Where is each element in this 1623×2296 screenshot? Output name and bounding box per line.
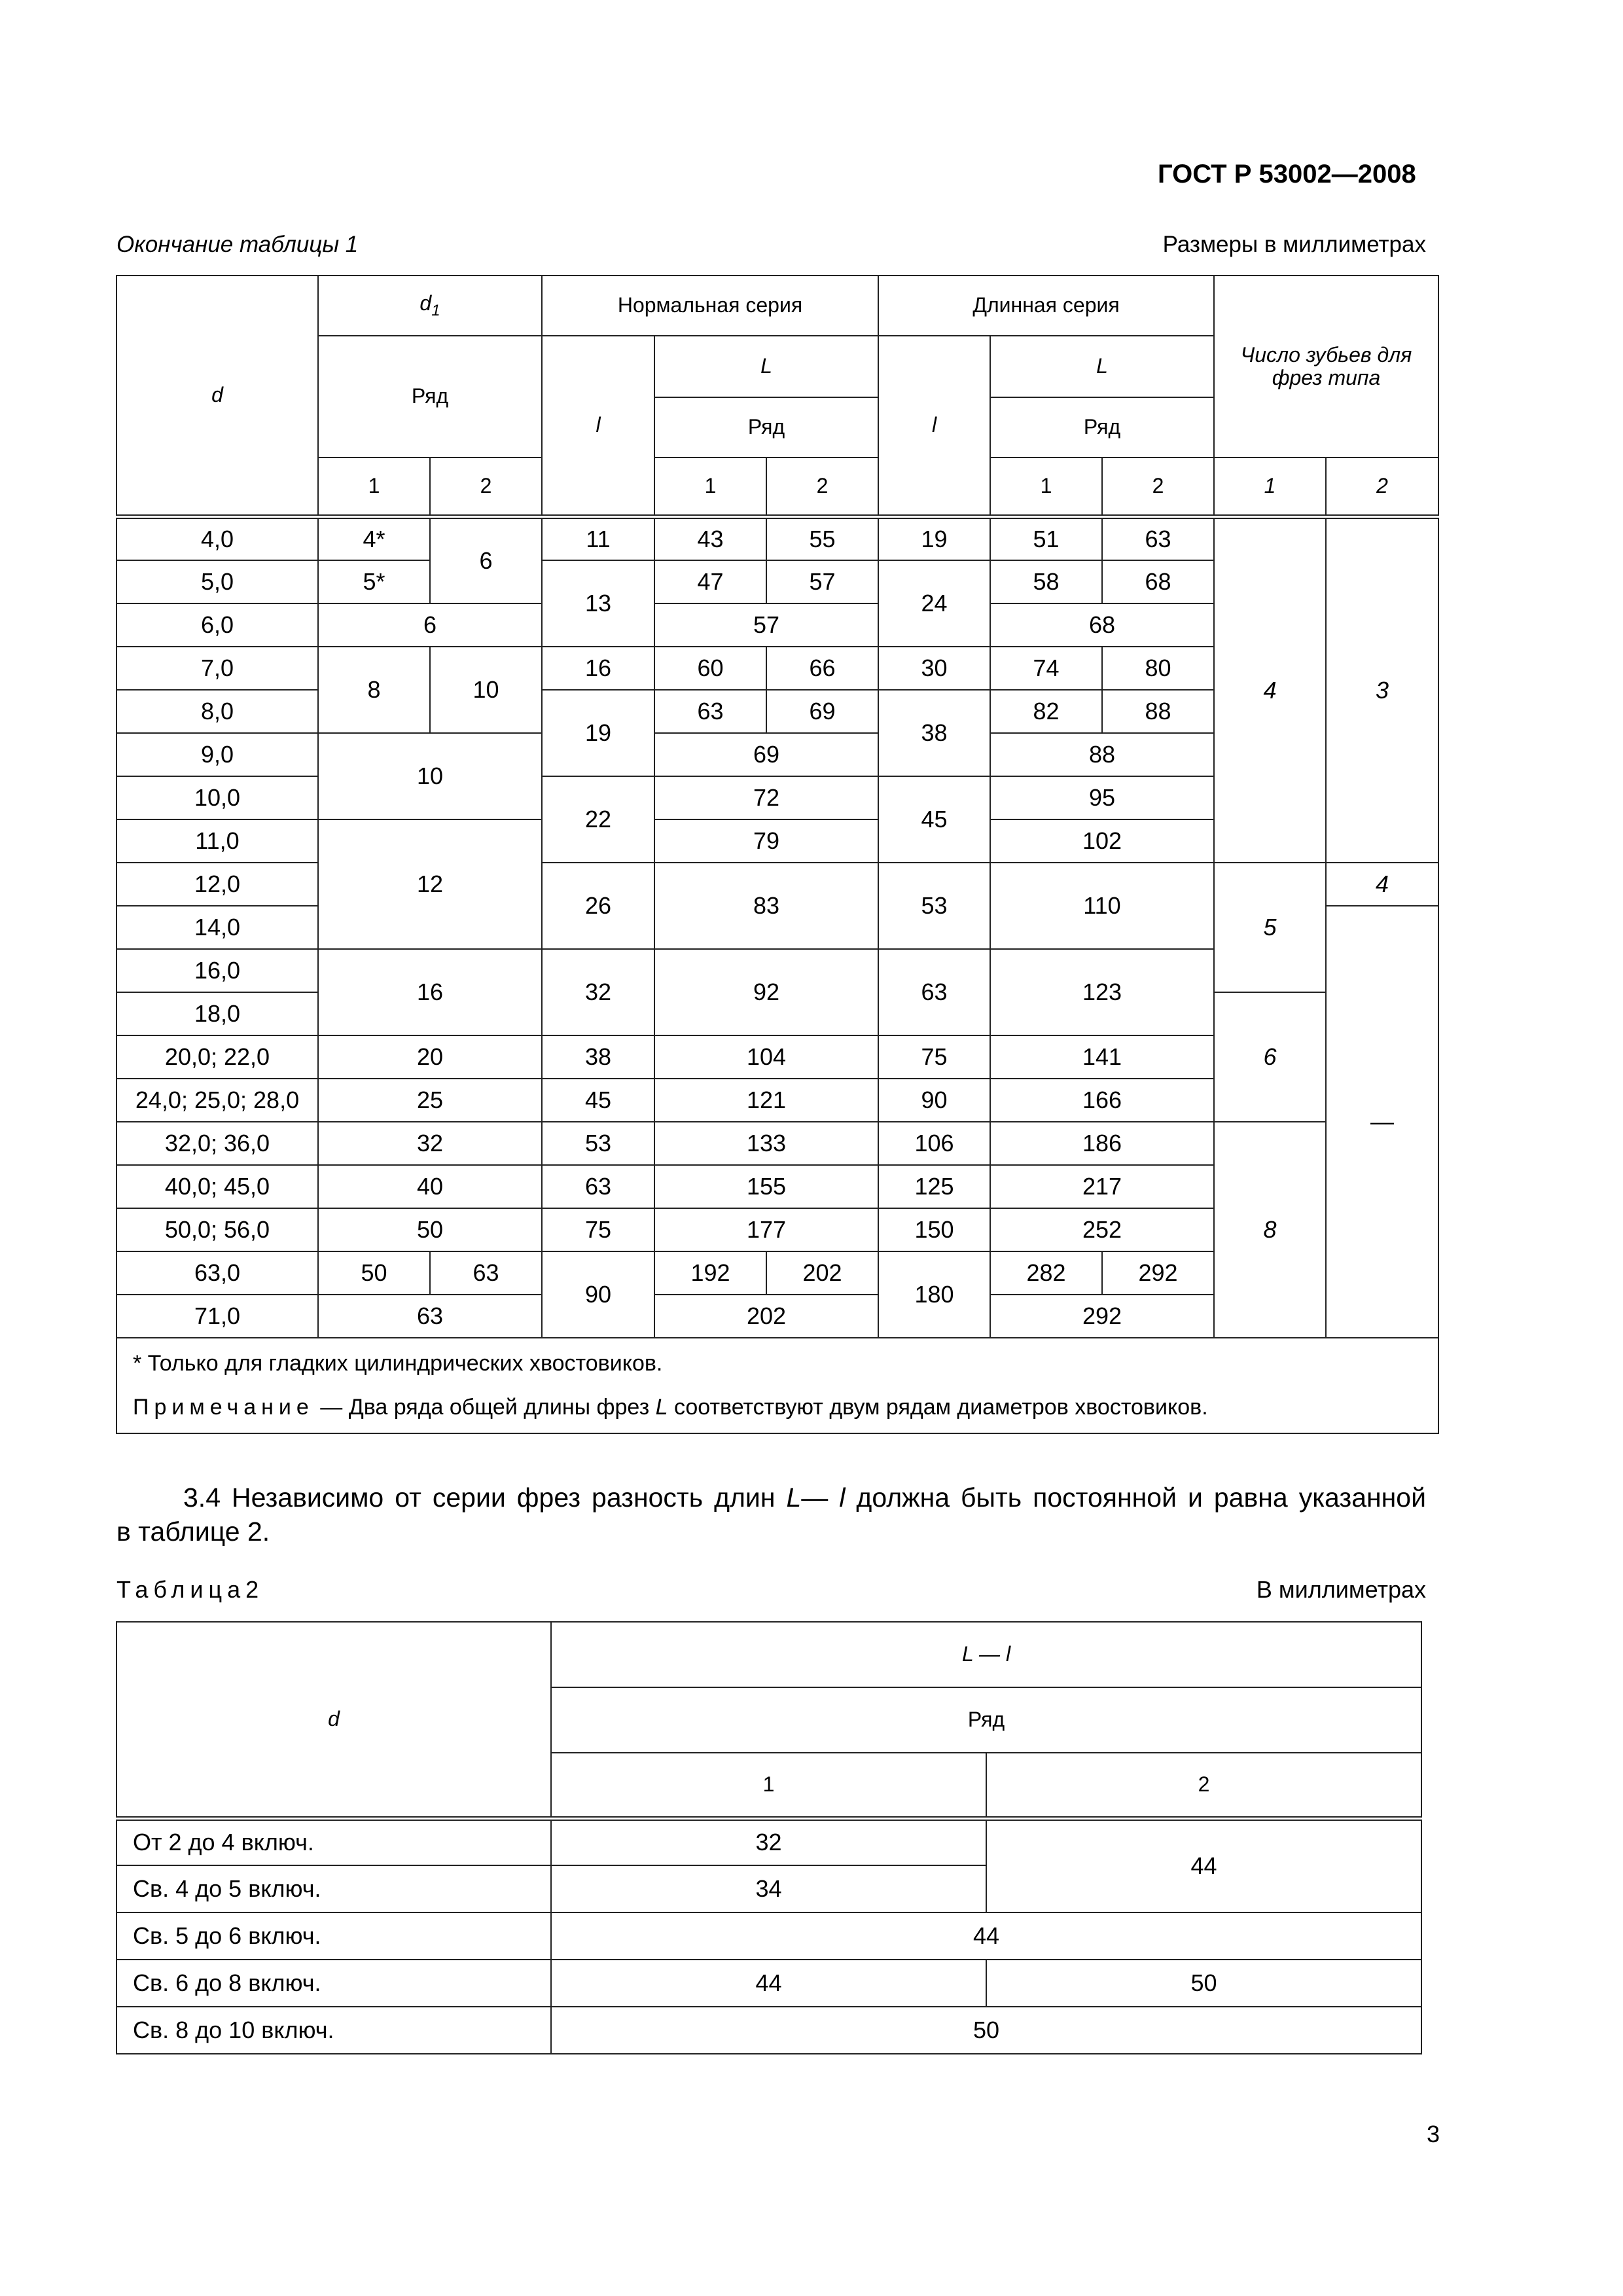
cell-normal-L1: 192 (654, 1251, 766, 1295)
cell-normal-L2: 202 (766, 1251, 878, 1295)
cell-both: 50 (551, 2007, 1421, 2054)
cell-long-l: 38 (878, 690, 990, 776)
header-long-row: Ряд (990, 397, 1214, 457)
cell-d1: 12 (318, 819, 542, 949)
cell-long-L: 110 (990, 863, 1214, 949)
cell-teeth-type2: — (1326, 906, 1438, 1338)
cell-long-L: 252 (990, 1208, 1214, 1251)
cell-d: 6,0 (116, 603, 318, 647)
table-row (116, 2007, 1421, 2054)
header-d: d (116, 276, 318, 516)
cell-d: 5,0 (116, 560, 318, 603)
cell-r1: 44 (551, 1960, 986, 2007)
table1-caption: Окончание таблицы 1 (116, 232, 359, 257)
cell-long-L: 102 (990, 819, 1214, 863)
cell-d1: 50 (318, 1208, 542, 1251)
cell-d: 12,0 (116, 863, 318, 906)
cell-d: 18,0 (116, 992, 318, 1035)
cell-d: 32,0; 36,0 (116, 1122, 318, 1165)
cell-normal-l: 63 (542, 1165, 654, 1208)
paragraph-3-4: 3.4 Независимо от серии фрез разность длин L— l должна быть постоянной и равна указанной в таблице 2. (116, 1482, 1426, 1547)
header-d1-col1: 1 (318, 457, 430, 516)
cell-long-L: 141 (990, 1035, 1214, 1079)
cell-d1-r1: 5* (318, 560, 430, 603)
cell-both: 44 (551, 1912, 1421, 1960)
cell-d1-r2: 10 (430, 647, 542, 733)
table2-title: Таблица2 (116, 1576, 264, 1603)
note: Примечание — Два ряда общей длины фрез L соответствуют двум рядам диаметров хвостовиков. (133, 1395, 1208, 1420)
table-row (116, 863, 1438, 906)
cell-d1: 16 (318, 949, 542, 1035)
cell-normal-L1: 47 (654, 560, 766, 603)
cell-d: Св. 4 до 5 включ. (116, 1865, 551, 1912)
cell-long-L1: 51 (990, 516, 1102, 560)
header-long-L: L (990, 336, 1214, 397)
cell-normal-l: 75 (542, 1208, 654, 1251)
cell-normal-L2: 69 (766, 690, 878, 733)
cell-normal-L: 79 (654, 819, 878, 863)
cell-long-l: 106 (878, 1122, 990, 1165)
t2-header-col1: 1 (551, 1753, 986, 1818)
cell-normal-L: 202 (654, 1295, 878, 1338)
cell-d: 40,0; 45,0 (116, 1165, 318, 1208)
cell-d: 16,0 (116, 949, 318, 992)
header-normal-L: L (654, 336, 878, 397)
cell-normal-L2: 55 (766, 516, 878, 560)
cell-normal-L: 104 (654, 1035, 878, 1079)
cell-normal-L1: 43 (654, 516, 766, 560)
cell-normal-l: 19 (542, 690, 654, 776)
cell-d1-r1: 8 (318, 647, 430, 733)
header-nL-col2: 2 (766, 457, 878, 516)
header-teeth-type1: 1 (1214, 457, 1326, 516)
cell-teeth-type1: 6 (1214, 992, 1326, 1122)
cell-long-L1: 58 (990, 560, 1102, 603)
cell-d1-r2: 63 (430, 1251, 542, 1295)
cell-normal-l: 53 (542, 1122, 654, 1165)
cell-teeth-type1: 5 (1214, 863, 1326, 992)
page-number: 3 (1427, 2121, 1440, 2147)
cell-r1: 32 (551, 1818, 986, 1865)
cell-normal-L: 133 (654, 1122, 878, 1165)
cell-long-L: 123 (990, 949, 1214, 1035)
table-row (116, 1960, 1421, 2007)
cell-r1: 34 (551, 1865, 986, 1912)
cell-normal-L: 72 (654, 776, 878, 819)
cell-normal-l: 32 (542, 949, 654, 1035)
cell-d1: 6 (318, 603, 542, 647)
table-row (116, 1122, 1438, 1165)
cell-long-l: 24 (878, 560, 990, 647)
cell-d: 8,0 (116, 690, 318, 733)
t2-header-col2: 2 (986, 1753, 1421, 1818)
cell-d1: 20 (318, 1035, 542, 1079)
cell-normal-L: 83 (654, 863, 878, 949)
cell-normal-l: 22 (542, 776, 654, 863)
header-lL-col1: 1 (990, 457, 1102, 516)
cell-d1: 63 (318, 1295, 542, 1338)
cell-d: 7,0 (116, 647, 318, 690)
table-row (116, 1818, 1421, 1865)
cell-normal-l: 11 (542, 516, 654, 560)
header-teeth-type2: 2 (1326, 457, 1438, 516)
cell-normal-L1: 63 (654, 690, 766, 733)
cell-long-L2: 63 (1102, 516, 1214, 560)
header-lL-col2: 2 (1102, 457, 1214, 516)
header-d1-col2: 2 (430, 457, 542, 516)
header-normal-series: Нормальная серия (542, 276, 878, 336)
cell-d: 50,0; 56,0 (116, 1208, 318, 1251)
cell-d: 24,0; 25,0; 28,0 (116, 1079, 318, 1122)
cell-long-L1: 282 (990, 1251, 1102, 1295)
cell-r2: 44 (986, 1818, 1421, 1912)
header-normal-row: Ряд (654, 397, 878, 457)
cell-long-l: 45 (878, 776, 990, 863)
cell-d1: 32 (318, 1122, 542, 1165)
cell-long-l: 125 (878, 1165, 990, 1208)
header-d1-row: Ряд (318, 336, 542, 457)
cell-long-L: 292 (990, 1295, 1214, 1338)
cell-d: 71,0 (116, 1295, 318, 1338)
t2-header-Ll: L — l (551, 1622, 1421, 1687)
header-long-l: l (878, 336, 990, 516)
cell-normal-L: 69 (654, 733, 878, 776)
cell-d1: 25 (318, 1079, 542, 1122)
cell-teeth-type1: 4 (1214, 516, 1326, 863)
cell-r2: 50 (986, 1960, 1421, 2007)
cell-d: Св. 8 до 10 включ. (116, 2007, 551, 2054)
header-long-series: Длинная серия (878, 276, 1214, 336)
cell-normal-l: 13 (542, 560, 654, 647)
cell-normal-L: 155 (654, 1165, 878, 1208)
cell-d1: 10 (318, 733, 542, 819)
cell-long-l: 53 (878, 863, 990, 949)
cell-normal-l: 90 (542, 1251, 654, 1338)
cell-long-L2: 292 (1102, 1251, 1214, 1295)
cell-long-L: 217 (990, 1165, 1214, 1208)
cell-normal-l: 38 (542, 1035, 654, 1079)
footnote: * Только для гладких цилиндрических хвостовиков. (133, 1351, 663, 1376)
table-row (116, 1912, 1421, 1960)
cell-d: 10,0 (116, 776, 318, 819)
cell-normal-l: 16 (542, 647, 654, 690)
cell-long-L: 68 (990, 603, 1214, 647)
cell-long-l: 19 (878, 516, 990, 560)
cell-long-L1: 74 (990, 647, 1102, 690)
cell-normal-L: 121 (654, 1079, 878, 1122)
cell-normal-l: 26 (542, 863, 654, 949)
cell-normal-L: 57 (654, 603, 878, 647)
cell-long-l: 150 (878, 1208, 990, 1251)
table2 (116, 1621, 1422, 2054)
cell-long-l: 75 (878, 1035, 990, 1079)
t2-header-row: Ряд (551, 1687, 1421, 1753)
table1-notes (116, 1338, 1438, 1433)
cell-d: 11,0 (116, 819, 318, 863)
cell-d: 4,0 (116, 516, 318, 560)
header-normal-l: l (542, 336, 654, 516)
table2-units: В миллиметрах (1256, 1576, 1426, 1603)
cell-d1-r2: 6 (430, 516, 542, 603)
header-teeth: Число зубьев для фрез типа (1214, 276, 1438, 457)
cell-teeth-type2: 4 (1326, 863, 1438, 906)
cell-d: Св. 6 до 8 включ. (116, 1960, 551, 2007)
cell-d1-r1: 4* (318, 516, 430, 560)
cell-long-l: 90 (878, 1079, 990, 1122)
cell-long-L: 186 (990, 1122, 1214, 1165)
cell-long-L1: 82 (990, 690, 1102, 733)
header-nL-col1: 1 (654, 457, 766, 516)
document-code: ГОСТ Р 53002—2008 (1158, 160, 1416, 188)
cell-normal-L2: 66 (766, 647, 878, 690)
cell-normal-L: 92 (654, 949, 878, 1035)
cell-d1-r1: 50 (318, 1251, 430, 1295)
cell-d: 14,0 (116, 906, 318, 949)
t2-header-d: d (116, 1622, 551, 1818)
cell-long-L2: 88 (1102, 690, 1214, 733)
cell-d: 63,0 (116, 1251, 318, 1295)
cell-d: Св. 5 до 6 включ. (116, 1912, 551, 1960)
cell-teeth-type2: 3 (1326, 516, 1438, 863)
cell-long-l: 63 (878, 949, 990, 1035)
table-row (116, 516, 1438, 560)
table1-units: Размеры в миллиметрах (1162, 232, 1426, 257)
cell-long-L: 88 (990, 733, 1214, 776)
cell-long-L2: 68 (1102, 560, 1214, 603)
table1 (116, 275, 1439, 1434)
cell-normal-L1: 60 (654, 647, 766, 690)
cell-long-l: 180 (878, 1251, 990, 1338)
header-d1: $d_1$ (318, 276, 542, 336)
cell-normal-L2: 57 (766, 560, 878, 603)
cell-long-l: 30 (878, 647, 990, 690)
cell-d1: 40 (318, 1165, 542, 1208)
cell-normal-l: 45 (542, 1079, 654, 1122)
cell-normal-L: 177 (654, 1208, 878, 1251)
cell-teeth-type1: 8 (1214, 1122, 1326, 1338)
cell-d: От 2 до 4 включ. (116, 1818, 551, 1865)
cell-long-L2: 80 (1102, 647, 1214, 690)
cell-d: 9,0 (116, 733, 318, 776)
cell-long-L: 166 (990, 1079, 1214, 1122)
cell-d: 20,0; 22,0 (116, 1035, 318, 1079)
cell-long-L: 95 (990, 776, 1214, 819)
